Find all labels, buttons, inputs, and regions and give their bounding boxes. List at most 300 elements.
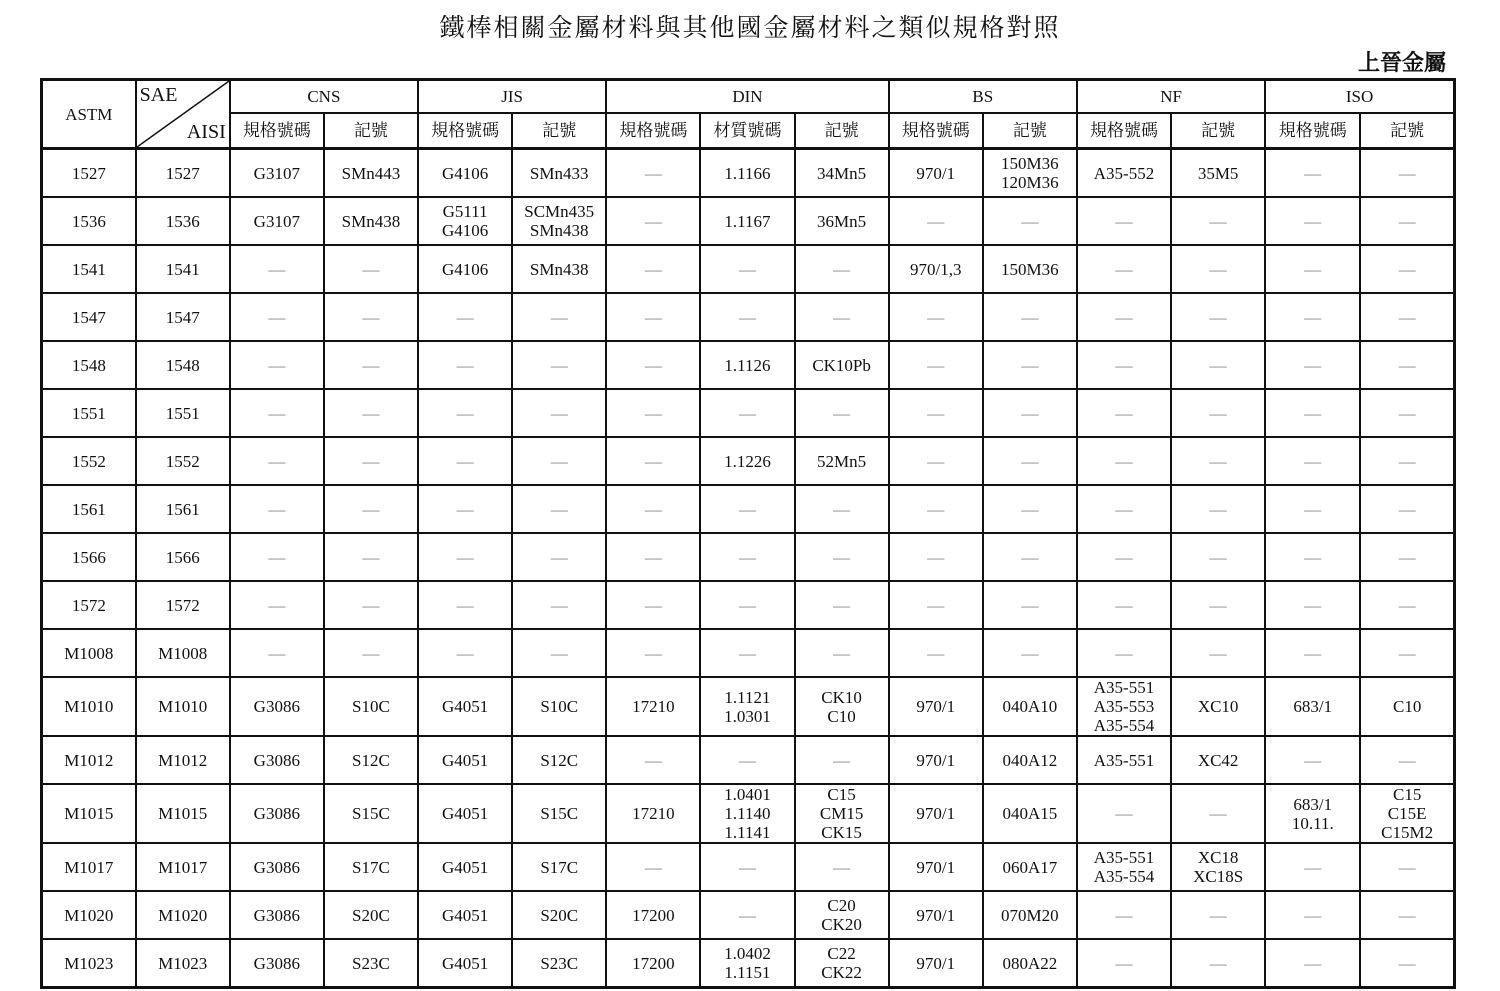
cell-din-spec: — xyxy=(606,149,700,198)
cell-nf-spec: — xyxy=(1077,533,1171,581)
cell-nf-spec: A35-551 A35-554 xyxy=(1077,843,1171,891)
cell-din-sym: C22 CK22 xyxy=(795,939,889,988)
cell-iso-spec: — xyxy=(1265,736,1360,784)
cell-sae: 1552 xyxy=(136,437,230,485)
cell-iso-sym: — xyxy=(1360,293,1454,341)
cell-din-spec: — xyxy=(606,533,700,581)
cell-jis-sym: — xyxy=(512,581,606,629)
cell-jis-sym: SCMn435 SMn438 xyxy=(512,197,606,245)
cell-bs-spec: — xyxy=(889,485,983,533)
cell-bs-spec: — xyxy=(889,437,983,485)
cell-bs-sym: — xyxy=(983,293,1077,341)
cell-din-sym: — xyxy=(795,293,889,341)
cell-bs-sym: 040A10 xyxy=(983,677,1077,736)
cell-din-spec: — xyxy=(606,245,700,293)
header-bs-symbol: 記號 xyxy=(983,113,1077,149)
cell-nf-sym: — xyxy=(1171,389,1265,437)
cell-cns-spec: G3086 xyxy=(230,891,324,939)
cell-jis-spec: — xyxy=(418,485,512,533)
cell-jis-spec: — xyxy=(418,533,512,581)
header-nf: NF xyxy=(1077,80,1265,114)
cell-jis-sym: — xyxy=(512,629,606,677)
cell-jis-spec: — xyxy=(418,581,512,629)
cell-nf-sym: — xyxy=(1171,581,1265,629)
cell-jis-spec: — xyxy=(418,629,512,677)
cell-din-sym: — xyxy=(795,533,889,581)
cell-jis-spec: G4106 xyxy=(418,149,512,198)
cell-jis-spec: G4051 xyxy=(418,843,512,891)
cell-bs-sym: — xyxy=(983,437,1077,485)
header-jis-symbol: 記號 xyxy=(512,113,606,149)
cell-cns-spec: — xyxy=(230,581,324,629)
cell-jis-sym: S15C xyxy=(512,784,606,843)
company-name: 上晉金屬 xyxy=(1357,51,1446,76)
cell-astm: M1015 xyxy=(42,784,136,843)
cell-jis-sym: S12C xyxy=(512,736,606,784)
cell-nf-spec: — xyxy=(1077,293,1171,341)
cell-cns-sym: — xyxy=(324,389,418,437)
cell-bs-spec: — xyxy=(889,629,983,677)
cell-jis-spec: G4051 xyxy=(418,939,512,988)
cell-din-mat: — xyxy=(700,389,794,437)
cell-din-spec: — xyxy=(606,629,700,677)
cell-din-sym: C15 CM15 CK15 xyxy=(795,784,889,843)
cell-din-mat: — xyxy=(700,581,794,629)
cell-cns-spec: — xyxy=(230,485,324,533)
cell-jis-sym: — xyxy=(512,437,606,485)
cell-cns-sym: — xyxy=(324,245,418,293)
cell-bs-sym: — xyxy=(983,341,1077,389)
cell-din-spec: — xyxy=(606,437,700,485)
cell-jis-spec: G4051 xyxy=(418,784,512,843)
cell-astm: 1572 xyxy=(42,581,136,629)
table-row xyxy=(42,736,1455,784)
cell-astm: 1548 xyxy=(42,341,136,389)
cell-jis-sym: S23C xyxy=(512,939,606,988)
page-title: 鐵棒相關金屬材料與其他國金屬材料之類似規格對照 xyxy=(439,13,1061,42)
cell-iso-spec: — xyxy=(1265,939,1360,988)
header-sae: SAE xyxy=(139,84,178,106)
table-row xyxy=(42,629,1455,677)
cell-astm: 1551 xyxy=(42,389,136,437)
cell-iso-sym: — xyxy=(1360,581,1454,629)
cell-cns-sym: S15C xyxy=(324,784,418,843)
cell-bs-spec: 970/1 xyxy=(889,843,983,891)
header-cns-symbol: 記號 xyxy=(324,113,418,149)
cell-din-mat: — xyxy=(700,533,794,581)
spec-comparison-table xyxy=(40,78,1456,989)
cell-din-sym: — xyxy=(795,389,889,437)
table-row xyxy=(42,677,1455,736)
cell-astm: 1536 xyxy=(42,197,136,245)
cell-bs-sym: — xyxy=(983,629,1077,677)
table-row xyxy=(42,891,1455,939)
cell-iso-spec: — xyxy=(1265,293,1360,341)
cell-din-spec: — xyxy=(606,341,700,389)
cell-cns-spec: — xyxy=(230,341,324,389)
cell-bs-spec: 970/1 xyxy=(889,891,983,939)
cell-astm: 1552 xyxy=(42,437,136,485)
cell-bs-sym: 040A15 xyxy=(983,784,1077,843)
cell-cns-spec: — xyxy=(230,293,324,341)
cell-cns-spec: G3086 xyxy=(230,784,324,843)
cell-nf-spec: — xyxy=(1077,389,1171,437)
cell-cns-sym: — xyxy=(324,581,418,629)
cell-iso-spec: — xyxy=(1265,149,1360,198)
cell-jis-sym: — xyxy=(512,293,606,341)
cell-cns-spec: G3086 xyxy=(230,939,324,988)
cell-jis-sym: S20C xyxy=(512,891,606,939)
cell-din-spec: 17200 xyxy=(606,939,700,988)
cell-din-mat: — xyxy=(700,843,794,891)
cell-iso-spec: — xyxy=(1265,245,1360,293)
cell-din-sym: 36Mn5 xyxy=(795,197,889,245)
cell-din-sym: — xyxy=(795,843,889,891)
cell-din-spec: — xyxy=(606,843,700,891)
cell-cns-sym: S10C xyxy=(324,677,418,736)
header-cns: CNS xyxy=(230,80,418,114)
cell-astm: M1020 xyxy=(42,891,136,939)
cell-bs-spec: — xyxy=(889,581,983,629)
header-cns-spec: 規格號碼 xyxy=(230,113,324,149)
cell-jis-spec: G5111 G4106 xyxy=(418,197,512,245)
cell-sae: M1012 xyxy=(136,736,230,784)
cell-iso-spec: — xyxy=(1265,629,1360,677)
cell-iso-sym: — xyxy=(1360,149,1454,198)
header-aisi: AISI xyxy=(186,121,226,143)
header-din-symbol: 記號 xyxy=(795,113,889,149)
cell-bs-sym: — xyxy=(983,485,1077,533)
cell-din-sym: CK10 C10 xyxy=(795,677,889,736)
cell-din-mat: — xyxy=(700,736,794,784)
cell-nf-spec: — xyxy=(1077,485,1171,533)
cell-nf-sym: — xyxy=(1171,939,1265,988)
cell-nf-spec: — xyxy=(1077,245,1171,293)
cell-iso-spec: 683/1 xyxy=(1265,677,1360,736)
cell-cns-spec: — xyxy=(230,389,324,437)
cell-cns-sym: — xyxy=(324,533,418,581)
cell-nf-sym: — xyxy=(1171,293,1265,341)
table-row xyxy=(42,389,1455,437)
cell-sae: 1561 xyxy=(136,485,230,533)
cell-nf-spec: — xyxy=(1077,629,1171,677)
cell-iso-sym: — xyxy=(1360,843,1454,891)
cell-astm: 1561 xyxy=(42,485,136,533)
cell-din-mat: 1.1167 xyxy=(700,197,794,245)
cell-cns-sym: — xyxy=(324,629,418,677)
cell-cns-sym: S17C xyxy=(324,843,418,891)
cell-din-sym: — xyxy=(795,485,889,533)
cell-nf-spec: A35-551 xyxy=(1077,736,1171,784)
cell-din-sym: — xyxy=(795,736,889,784)
cell-jis-sym: — xyxy=(512,389,606,437)
cell-nf-sym: — xyxy=(1171,245,1265,293)
header-astm: ASTM xyxy=(42,80,136,149)
cell-jis-spec: G4051 xyxy=(418,891,512,939)
cell-iso-sym: — xyxy=(1360,389,1454,437)
cell-sae: M1015 xyxy=(136,784,230,843)
cell-nf-spec: — xyxy=(1077,581,1171,629)
cell-nf-spec: — xyxy=(1077,197,1171,245)
cell-nf-spec: — xyxy=(1077,437,1171,485)
header-nf-symbol: 記號 xyxy=(1171,113,1265,149)
cell-nf-spec: — xyxy=(1077,939,1171,988)
cell-nf-spec: — xyxy=(1077,341,1171,389)
cell-cns-spec: — xyxy=(230,437,324,485)
cell-sae: M1023 xyxy=(136,939,230,988)
cell-din-sym: CK10Pb xyxy=(795,341,889,389)
cell-din-mat: 1.1126 xyxy=(700,341,794,389)
cell-cns-sym: S12C xyxy=(324,736,418,784)
cell-iso-spec: — xyxy=(1265,891,1360,939)
cell-iso-sym: — xyxy=(1360,245,1454,293)
cell-iso-spec: — xyxy=(1265,485,1360,533)
table-row xyxy=(42,581,1455,629)
cell-din-mat: — xyxy=(700,629,794,677)
cell-cns-spec: — xyxy=(230,533,324,581)
header-sae-aisi xyxy=(136,80,230,149)
cell-sae: M1010 xyxy=(136,677,230,736)
header-iso: ISO xyxy=(1265,80,1454,114)
cell-jis-spec: G4106 xyxy=(418,245,512,293)
table-row xyxy=(42,341,1455,389)
cell-bs-sym: 150M36 120M36 xyxy=(983,149,1077,198)
cell-iso-sym: C15 C15E C15M2 xyxy=(1360,784,1454,843)
cell-iso-sym: — xyxy=(1360,891,1454,939)
cell-bs-sym: — xyxy=(983,533,1077,581)
cell-iso-spec: — xyxy=(1265,389,1360,437)
cell-iso-sym: — xyxy=(1360,533,1454,581)
cell-nf-sym: — xyxy=(1171,437,1265,485)
cell-iso-spec: — xyxy=(1265,581,1360,629)
cell-cns-sym: SMn443 xyxy=(324,149,418,198)
cell-astm: M1008 xyxy=(42,629,136,677)
cell-din-spec: — xyxy=(606,389,700,437)
cell-din-spec: 17210 xyxy=(606,784,700,843)
header-din: DIN xyxy=(606,80,888,114)
cell-cns-spec: — xyxy=(230,245,324,293)
cell-iso-spec: — xyxy=(1265,341,1360,389)
cell-iso-sym: — xyxy=(1360,437,1454,485)
cell-bs-spec: 970/1 xyxy=(889,784,983,843)
cell-bs-sym: 070M20 xyxy=(983,891,1077,939)
cell-astm: 1566 xyxy=(42,533,136,581)
cell-jis-sym: SMn438 xyxy=(512,245,606,293)
cell-iso-sym: — xyxy=(1360,197,1454,245)
header-iso-spec: 規格號碼 xyxy=(1265,113,1360,149)
cell-din-spec: — xyxy=(606,485,700,533)
cell-din-mat: — xyxy=(700,245,794,293)
cell-jis-spec: G4051 xyxy=(418,736,512,784)
cell-iso-sym: — xyxy=(1360,341,1454,389)
header-din-spec: 規格號碼 xyxy=(606,113,700,149)
cell-iso-sym: — xyxy=(1360,736,1454,784)
cell-din-sym: — xyxy=(795,581,889,629)
cell-jis-sym: — xyxy=(512,341,606,389)
cell-bs-spec: — xyxy=(889,533,983,581)
cell-din-mat: — xyxy=(700,891,794,939)
cell-nf-sym: — xyxy=(1171,533,1265,581)
cell-cns-sym: — xyxy=(324,485,418,533)
cell-sae: 1548 xyxy=(136,341,230,389)
cell-din-sym: C20 CK20 xyxy=(795,891,889,939)
header-jis-spec: 規格號碼 xyxy=(418,113,512,149)
cell-iso-spec: — xyxy=(1265,533,1360,581)
cell-din-mat: — xyxy=(700,485,794,533)
cell-iso-spec: — xyxy=(1265,843,1360,891)
cell-din-spec: — xyxy=(606,736,700,784)
cell-nf-sym: — xyxy=(1171,485,1265,533)
header-bs-spec: 規格號碼 xyxy=(889,113,983,149)
cell-iso-spec: 683/1 10.11. xyxy=(1265,784,1360,843)
cell-bs-spec: 970/1 xyxy=(889,939,983,988)
table-row xyxy=(42,843,1455,891)
table-row xyxy=(42,293,1455,341)
cell-nf-spec: A35-551 A35-553 A35-554 xyxy=(1077,677,1171,736)
table-row xyxy=(42,245,1455,293)
cell-cns-spec: G3107 xyxy=(230,149,324,198)
cell-din-mat: 1.0401 1.1140 1.1141 xyxy=(700,784,794,843)
table-row xyxy=(42,149,1455,198)
cell-bs-spec: — xyxy=(889,293,983,341)
header-nf-spec: 規格號碼 xyxy=(1077,113,1171,149)
cell-din-sym: — xyxy=(795,629,889,677)
cell-astm: 1541 xyxy=(42,245,136,293)
cell-bs-spec: — xyxy=(889,197,983,245)
cell-nf-sym: — xyxy=(1171,197,1265,245)
cell-jis-spec: — xyxy=(418,293,512,341)
cell-din-spec: 17210 xyxy=(606,677,700,736)
cell-nf-spec: — xyxy=(1077,784,1171,843)
cell-astm: M1023 xyxy=(42,939,136,988)
cell-iso-spec: — xyxy=(1265,197,1360,245)
cell-astm: M1012 xyxy=(42,736,136,784)
cell-cns-sym: — xyxy=(324,341,418,389)
cell-nf-spec: A35-552 xyxy=(1077,149,1171,198)
cell-nf-sym: XC10 xyxy=(1171,677,1265,736)
header-din-material: 材質號碼 xyxy=(700,113,794,149)
cell-jis-spec: — xyxy=(418,341,512,389)
cell-din-spec: — xyxy=(606,293,700,341)
cell-jis-sym: SMn433 xyxy=(512,149,606,198)
cell-cns-sym: — xyxy=(324,293,418,341)
cell-bs-spec: — xyxy=(889,389,983,437)
cell-nf-sym: 35M5 xyxy=(1171,149,1265,198)
cell-sae: M1008 xyxy=(136,629,230,677)
header-bs: BS xyxy=(889,80,1077,114)
cell-jis-sym: — xyxy=(512,533,606,581)
cell-cns-sym: S23C xyxy=(324,939,418,988)
cell-nf-sym: — xyxy=(1171,891,1265,939)
cell-iso-sym: — xyxy=(1360,939,1454,988)
cell-bs-sym: 150M36 xyxy=(983,245,1077,293)
cell-sae: 1527 xyxy=(136,149,230,198)
table-row xyxy=(42,437,1455,485)
cell-astm: M1010 xyxy=(42,677,136,736)
header-jis: JIS xyxy=(418,80,606,114)
cell-cns-spec: G3086 xyxy=(230,736,324,784)
cell-cns-sym: SMn438 xyxy=(324,197,418,245)
cell-bs-spec: 970/1 xyxy=(889,736,983,784)
cell-din-spec: — xyxy=(606,197,700,245)
cell-sae: 1541 xyxy=(136,245,230,293)
cell-jis-spec: — xyxy=(418,389,512,437)
cell-din-mat: 1.0402 1.1151 xyxy=(700,939,794,988)
cell-bs-spec: — xyxy=(889,341,983,389)
cell-sae: 1547 xyxy=(136,293,230,341)
cell-iso-sym: C10 xyxy=(1360,677,1454,736)
cell-din-mat: — xyxy=(700,293,794,341)
cell-din-mat: 1.1226 xyxy=(700,437,794,485)
cell-cns-spec: G3107 xyxy=(230,197,324,245)
cell-iso-sym: — xyxy=(1360,629,1454,677)
cell-iso-spec: — xyxy=(1265,437,1360,485)
cell-bs-sym: — xyxy=(983,197,1077,245)
cell-astm: 1527 xyxy=(42,149,136,198)
cell-sae: M1017 xyxy=(136,843,230,891)
cell-din-sym: — xyxy=(795,245,889,293)
table-row xyxy=(42,197,1455,245)
cell-bs-sym: 040A12 xyxy=(983,736,1077,784)
cell-din-mat: 1.1121 1.0301 xyxy=(700,677,794,736)
cell-din-sym: 34Mn5 xyxy=(795,149,889,198)
table-body xyxy=(42,149,1455,988)
table-row xyxy=(42,784,1455,843)
cell-sae: 1572 xyxy=(136,581,230,629)
cell-cns-spec: G3086 xyxy=(230,843,324,891)
header-row-groups xyxy=(42,80,1455,114)
cell-sae: M1020 xyxy=(136,891,230,939)
cell-nf-sym: XC18 XC18S xyxy=(1171,843,1265,891)
cell-din-sym: 52Mn5 xyxy=(795,437,889,485)
cell-jis-spec: — xyxy=(418,437,512,485)
cell-nf-sym: — xyxy=(1171,784,1265,843)
cell-sae: 1551 xyxy=(136,389,230,437)
cell-cns-sym: — xyxy=(324,437,418,485)
cell-jis-sym: S17C xyxy=(512,843,606,891)
cell-din-mat: 1.1166 xyxy=(700,149,794,198)
cell-bs-spec: 970/1,3 xyxy=(889,245,983,293)
cell-bs-sym: — xyxy=(983,389,1077,437)
cell-astm: M1017 xyxy=(42,843,136,891)
cell-jis-sym: — xyxy=(512,485,606,533)
header-iso-symbol: 記號 xyxy=(1360,113,1454,149)
cell-jis-sym: S10C xyxy=(512,677,606,736)
cell-nf-sym: XC42 xyxy=(1171,736,1265,784)
cell-nf-sym: — xyxy=(1171,629,1265,677)
table-row xyxy=(42,533,1455,581)
cell-cns-sym: S20C xyxy=(324,891,418,939)
cell-nf-spec: — xyxy=(1077,891,1171,939)
cell-astm: 1547 xyxy=(42,293,136,341)
cell-cns-spec: — xyxy=(230,629,324,677)
cell-bs-sym: 060A17 xyxy=(983,843,1077,891)
header-row-subcolumns xyxy=(42,113,1455,149)
cell-bs-sym: 080A22 xyxy=(983,939,1077,988)
cell-din-spec: — xyxy=(606,581,700,629)
cell-sae: 1536 xyxy=(136,197,230,245)
cell-bs-spec: 970/1 xyxy=(889,149,983,198)
table-row xyxy=(42,939,1455,988)
cell-nf-sym: — xyxy=(1171,341,1265,389)
cell-bs-sym: — xyxy=(983,581,1077,629)
cell-bs-spec: 970/1 xyxy=(889,677,983,736)
cell-jis-spec: G4051 xyxy=(418,677,512,736)
table-row xyxy=(42,485,1455,533)
cell-iso-sym: — xyxy=(1360,485,1454,533)
cell-cns-spec: G3086 xyxy=(230,677,324,736)
cell-din-spec: 17200 xyxy=(606,891,700,939)
